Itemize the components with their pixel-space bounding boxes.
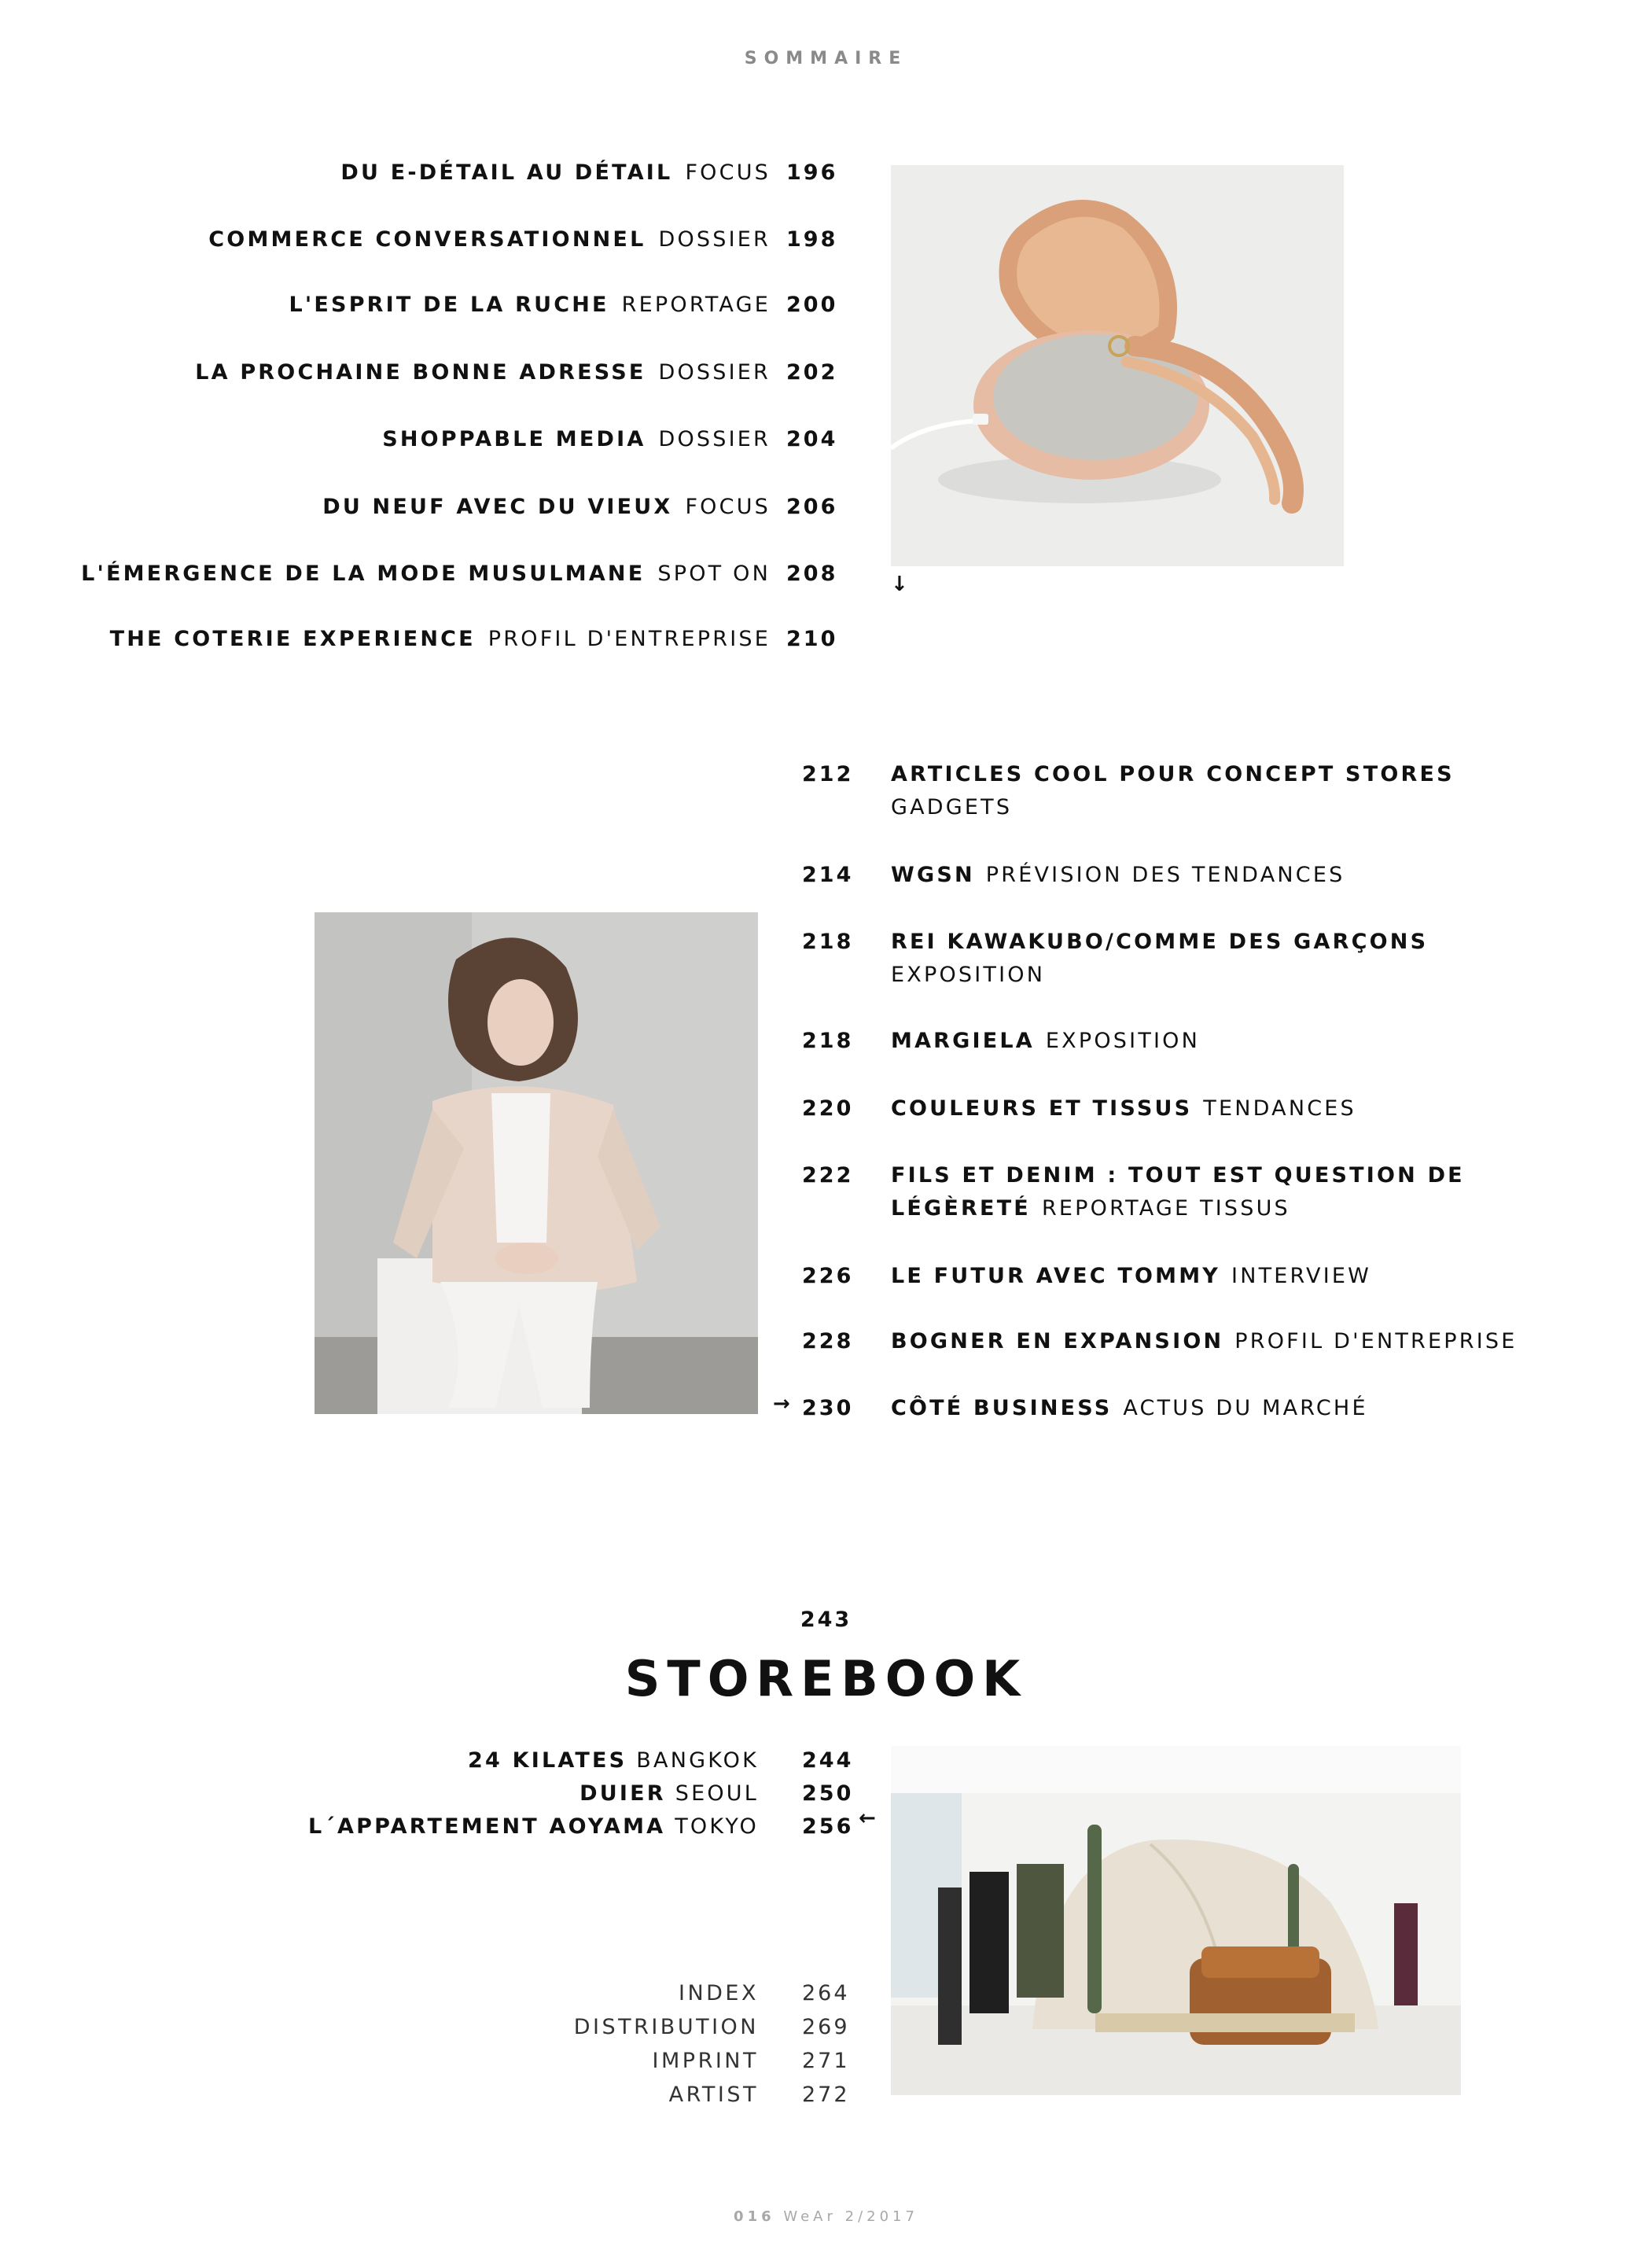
appendix-page: 272 [802, 2083, 850, 2107]
entry-title: LE FUTUR AVEC TOMMY [891, 1264, 1221, 1288]
appendix-page: 264 [802, 1981, 850, 2005]
entry-title: L'ÉMERGENCE DE LA MODE MUSULMANE [81, 562, 646, 586]
entry-title: L'ESPRIT DE LA RUCHE [289, 293, 609, 317]
appendix-page: 271 [802, 2049, 850, 2073]
entry-category: FOCUS [685, 495, 771, 519]
entry-page: 202 [786, 360, 838, 385]
entry-page: 196 [786, 160, 838, 185]
entry-category: DOSSIER [658, 360, 771, 385]
storebook-page: 243 [800, 1608, 852, 1632]
entry-page: 226 [802, 1264, 854, 1288]
toc-entry[interactable] [0, 1777, 865, 1810]
appendix-label: IMPRINT [652, 2049, 759, 2073]
toc-entry[interactable] [0, 224, 865, 256]
entry-page: 220 [802, 1096, 854, 1121]
store-title: DUIER [579, 1781, 666, 1806]
entry-title: LA PROCHAINE BONNE ADRESSE [195, 360, 646, 385]
appendix-entry[interactable] [0, 2079, 865, 2112]
appendix-label: DISTRIBUTION [573, 2015, 759, 2039]
appendix-entry[interactable] [0, 2011, 865, 2044]
toc-entry[interactable] [0, 1744, 865, 1777]
entry-category: EXPOSITION [891, 963, 1046, 987]
page-number: 016 [734, 2208, 775, 2225]
toc-entry[interactable] [0, 289, 865, 321]
entry-category: EXPOSITION [1045, 1029, 1201, 1053]
entry-title: SHOPPABLE MEDIA [382, 427, 646, 451]
entry-title: MARGIELA [891, 1029, 1035, 1053]
toc-entry[interactable] [0, 424, 865, 455]
toc-entry[interactable] [0, 624, 865, 655]
entry-category: SPOT ON [657, 562, 771, 586]
entry-page: 200 [786, 293, 838, 317]
entry-category: FOCUS [685, 160, 771, 185]
appendix-page: 269 [802, 2015, 850, 2039]
appendix-label: ARTIST [668, 2083, 759, 2107]
toc-entry[interactable] [0, 492, 865, 523]
page-footer [0, 2208, 1652, 2225]
entry-title: COMMERCE CONVERSATIONNEL [208, 227, 646, 252]
model-photo [315, 912, 758, 1414]
entry-page: 228 [802, 1329, 854, 1353]
running-head: SOMMAIRE [744, 49, 908, 68]
appendix-entry[interactable] [0, 1977, 865, 2010]
entry-category: REPORTAGE [621, 293, 771, 317]
issue-label: WeAr 2/2017 [783, 2208, 918, 2225]
toc-entry[interactable] [0, 1810, 865, 1843]
entry-page: 198 [786, 227, 838, 252]
store-title: 24 KILATES [468, 1748, 627, 1773]
entry-category: TENDANCES [1203, 1096, 1356, 1121]
entry-category: PRÉVISION DES TENDANCES [985, 863, 1345, 887]
entry-category: DOSSIER [658, 427, 771, 451]
entry-title: CÔTÉ BUSINESS [891, 1396, 1113, 1420]
store-title: L´APPARTEMENT AOYAMA [307, 1814, 666, 1839]
store-city: SEOUL [675, 1781, 759, 1806]
entry-page: 214 [802, 863, 854, 887]
appendix-label: INDEX [678, 1981, 759, 2005]
entry-page: 206 [786, 495, 838, 519]
entry-category: PROFIL D'ENTREPRISE [488, 627, 771, 651]
toc-entry[interactable] [0, 357, 865, 389]
store-interior-photo [891, 1746, 1461, 2095]
entry-page: 222 [802, 1163, 854, 1188]
toc-entry[interactable] [0, 157, 865, 189]
entry-title: COULEURS ET TISSUS [891, 1096, 1193, 1121]
entry-page: 212 [802, 762, 854, 786]
entry-title: REI KAWAKUBO/COMME DES GARÇONS [891, 930, 1429, 954]
entry-category: DOSSIER [658, 227, 771, 252]
entry-category: REPORTAGE TISSUS [1041, 1196, 1290, 1221]
arrow-left-icon: ← [859, 1806, 876, 1830]
entry-category: INTERVIEW [1231, 1264, 1372, 1288]
entry-page: 230 [802, 1396, 854, 1420]
arrow-down-icon: ↓ [891, 573, 908, 596]
entry-page: 244 [802, 1748, 854, 1773]
entry-title: BOGNER EN EXPANSION [891, 1329, 1224, 1353]
entry-title: FILS ET DENIM : TOUT EST QUESTION DE LÉGÈRETÉ [891, 1163, 1465, 1221]
entry-title: ARTICLES COOL POUR CONCEPT STORES [891, 762, 1455, 786]
entry-page: 218 [802, 1029, 854, 1053]
entry-title: WGSN [891, 863, 975, 887]
entry-category: PROFIL D'ENTREPRISE [1234, 1329, 1518, 1353]
compact-mirror-photo [891, 165, 1344, 566]
entry-page: 210 [786, 627, 838, 651]
entry-title: THE COTERIE EXPERIENCE [109, 627, 476, 651]
arrow-right-icon: → [773, 1392, 790, 1416]
entry-title: DU NEUF AVEC DU VIEUX [322, 495, 673, 519]
entry-category: ACTUS DU MARCHÉ [1123, 1396, 1368, 1420]
entry-page: 256 [802, 1814, 854, 1839]
entry-page: 218 [802, 930, 854, 954]
entry-page: 204 [786, 427, 838, 451]
entry-page: 208 [786, 562, 838, 586]
entry-title: DU E-DÉTAIL AU DÉTAIL [340, 160, 673, 185]
entry-category: GADGETS [891, 795, 1013, 819]
toc-entry[interactable] [0, 558, 865, 590]
entry-page: 250 [802, 1781, 854, 1806]
store-city: BANGKOK [636, 1748, 759, 1773]
storebook-title: STOREBOOK [624, 1650, 1028, 1707]
appendix-entry[interactable] [0, 2045, 865, 2078]
store-city: TOKYO [675, 1814, 759, 1839]
